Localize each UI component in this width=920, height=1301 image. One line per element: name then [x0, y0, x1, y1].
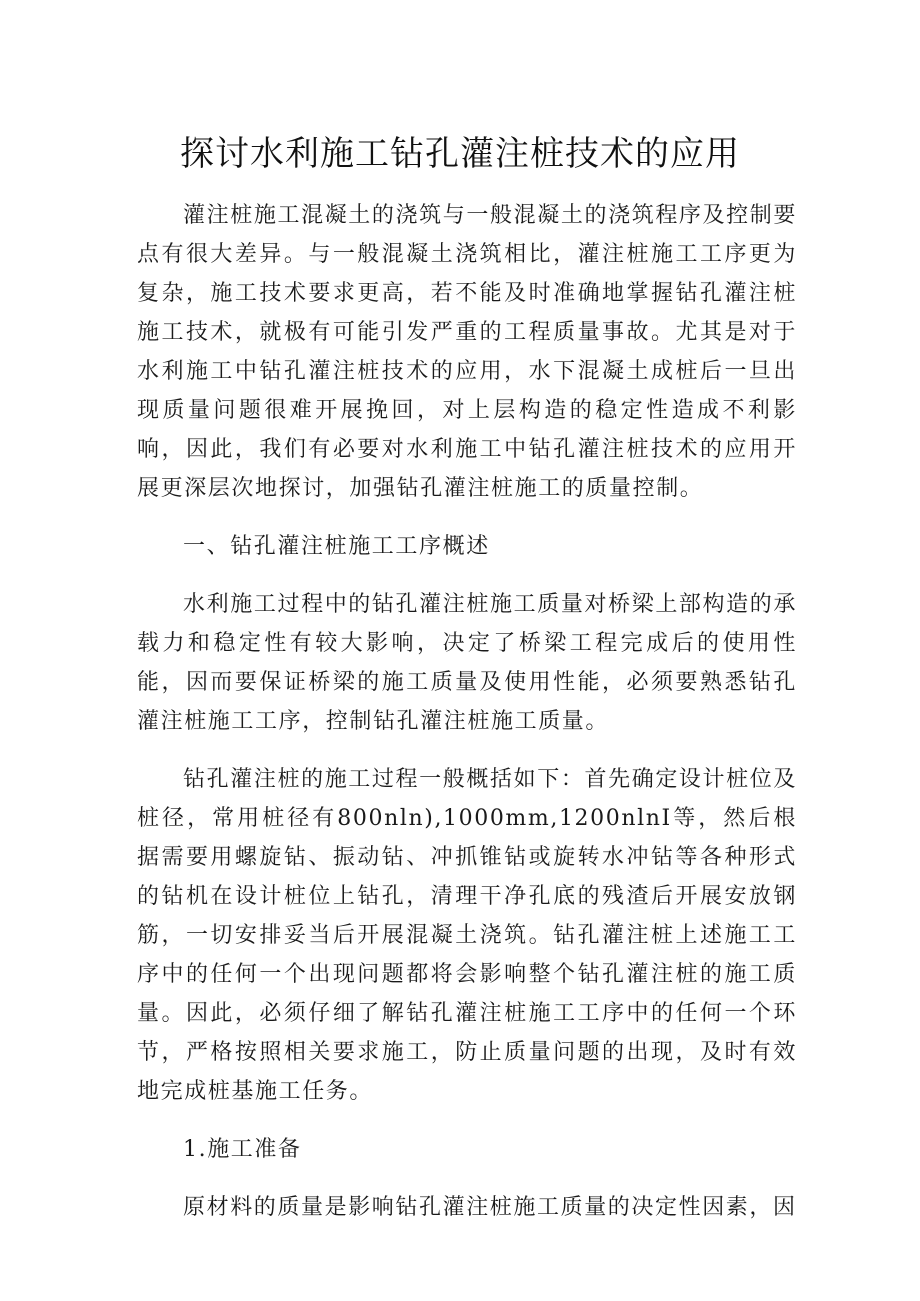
paragraph-materials: 原材料的质量是影响钻孔灌注桩施工质量的决定性因素，因 — [183, 1195, 797, 1220]
subheading-preparation: 1.施工准备 — [183, 1137, 302, 1162]
document-body — [137, 196, 797, 1246]
paragraph-intro: 灌注桩施工混凝土的浇筑与一般混凝土的浇筑程序及控制要点有很大差异。与一般混凝土浇筑相比，灌注桩施工工序更为复杂，施工技术要求更高，若不能及时准确地掌握钻孔灌注桩施工技术，就极有可能引发严重的工程质量事故。尤其是对于水利施工中钻孔灌注桩技术的应用，水下混凝土成桩后一旦出现质量问题很难开展挽回，对上层构造的稳定性造成不利影响，因此，我们有必要对水利施工中钻孔灌注桩技术的应用开展更深层次地探讨，加强钻孔灌注桩施工的质量控制。 — [137, 203, 797, 501]
paragraph-construction-process: 钻孔灌注桩的施工过程一般概括如下：首先确定设计桩位及桩径，常用桩径有800nln),1000mm,1200nlnI等，然后根据需要用螺旋钻、振动钻、冲抓锥钻或旋转水冲钻等各种形式的钻机在设计桩位上钻孔，清理干净孔底的残渣后开展安放钢筋，一切安排妥当后开展混凝土浇筑。钻孔灌注桩上述施工工序中的任何一个出现问题都将会影响整个钻孔灌注桩的施工质量。因此，必须仔细了解钻孔灌注桩施工工序中的任何一个环节，严格按照相关要求施工，防止质量问题的出现，及时有效地完成桩基施工任务。 — [137, 767, 797, 1104]
section-heading-overview: 一、钻孔灌注桩施工工序概述 — [183, 534, 490, 559]
document-title: 探讨水利施工钻孔灌注桩技术的应用 — [180, 134, 740, 174]
paragraph-quality-impact: 水利施工过程中的钻孔灌注桩施工质量对桥梁上部构造的承载力和稳定性有较大影响，决定了桥梁工程完成后的使用性能，因而要保证桥梁的施工质量及使用性能，必须要熟悉钻孔灌注桩施工工序，控制钻孔灌注桩施工质量。 — [137, 592, 797, 734]
